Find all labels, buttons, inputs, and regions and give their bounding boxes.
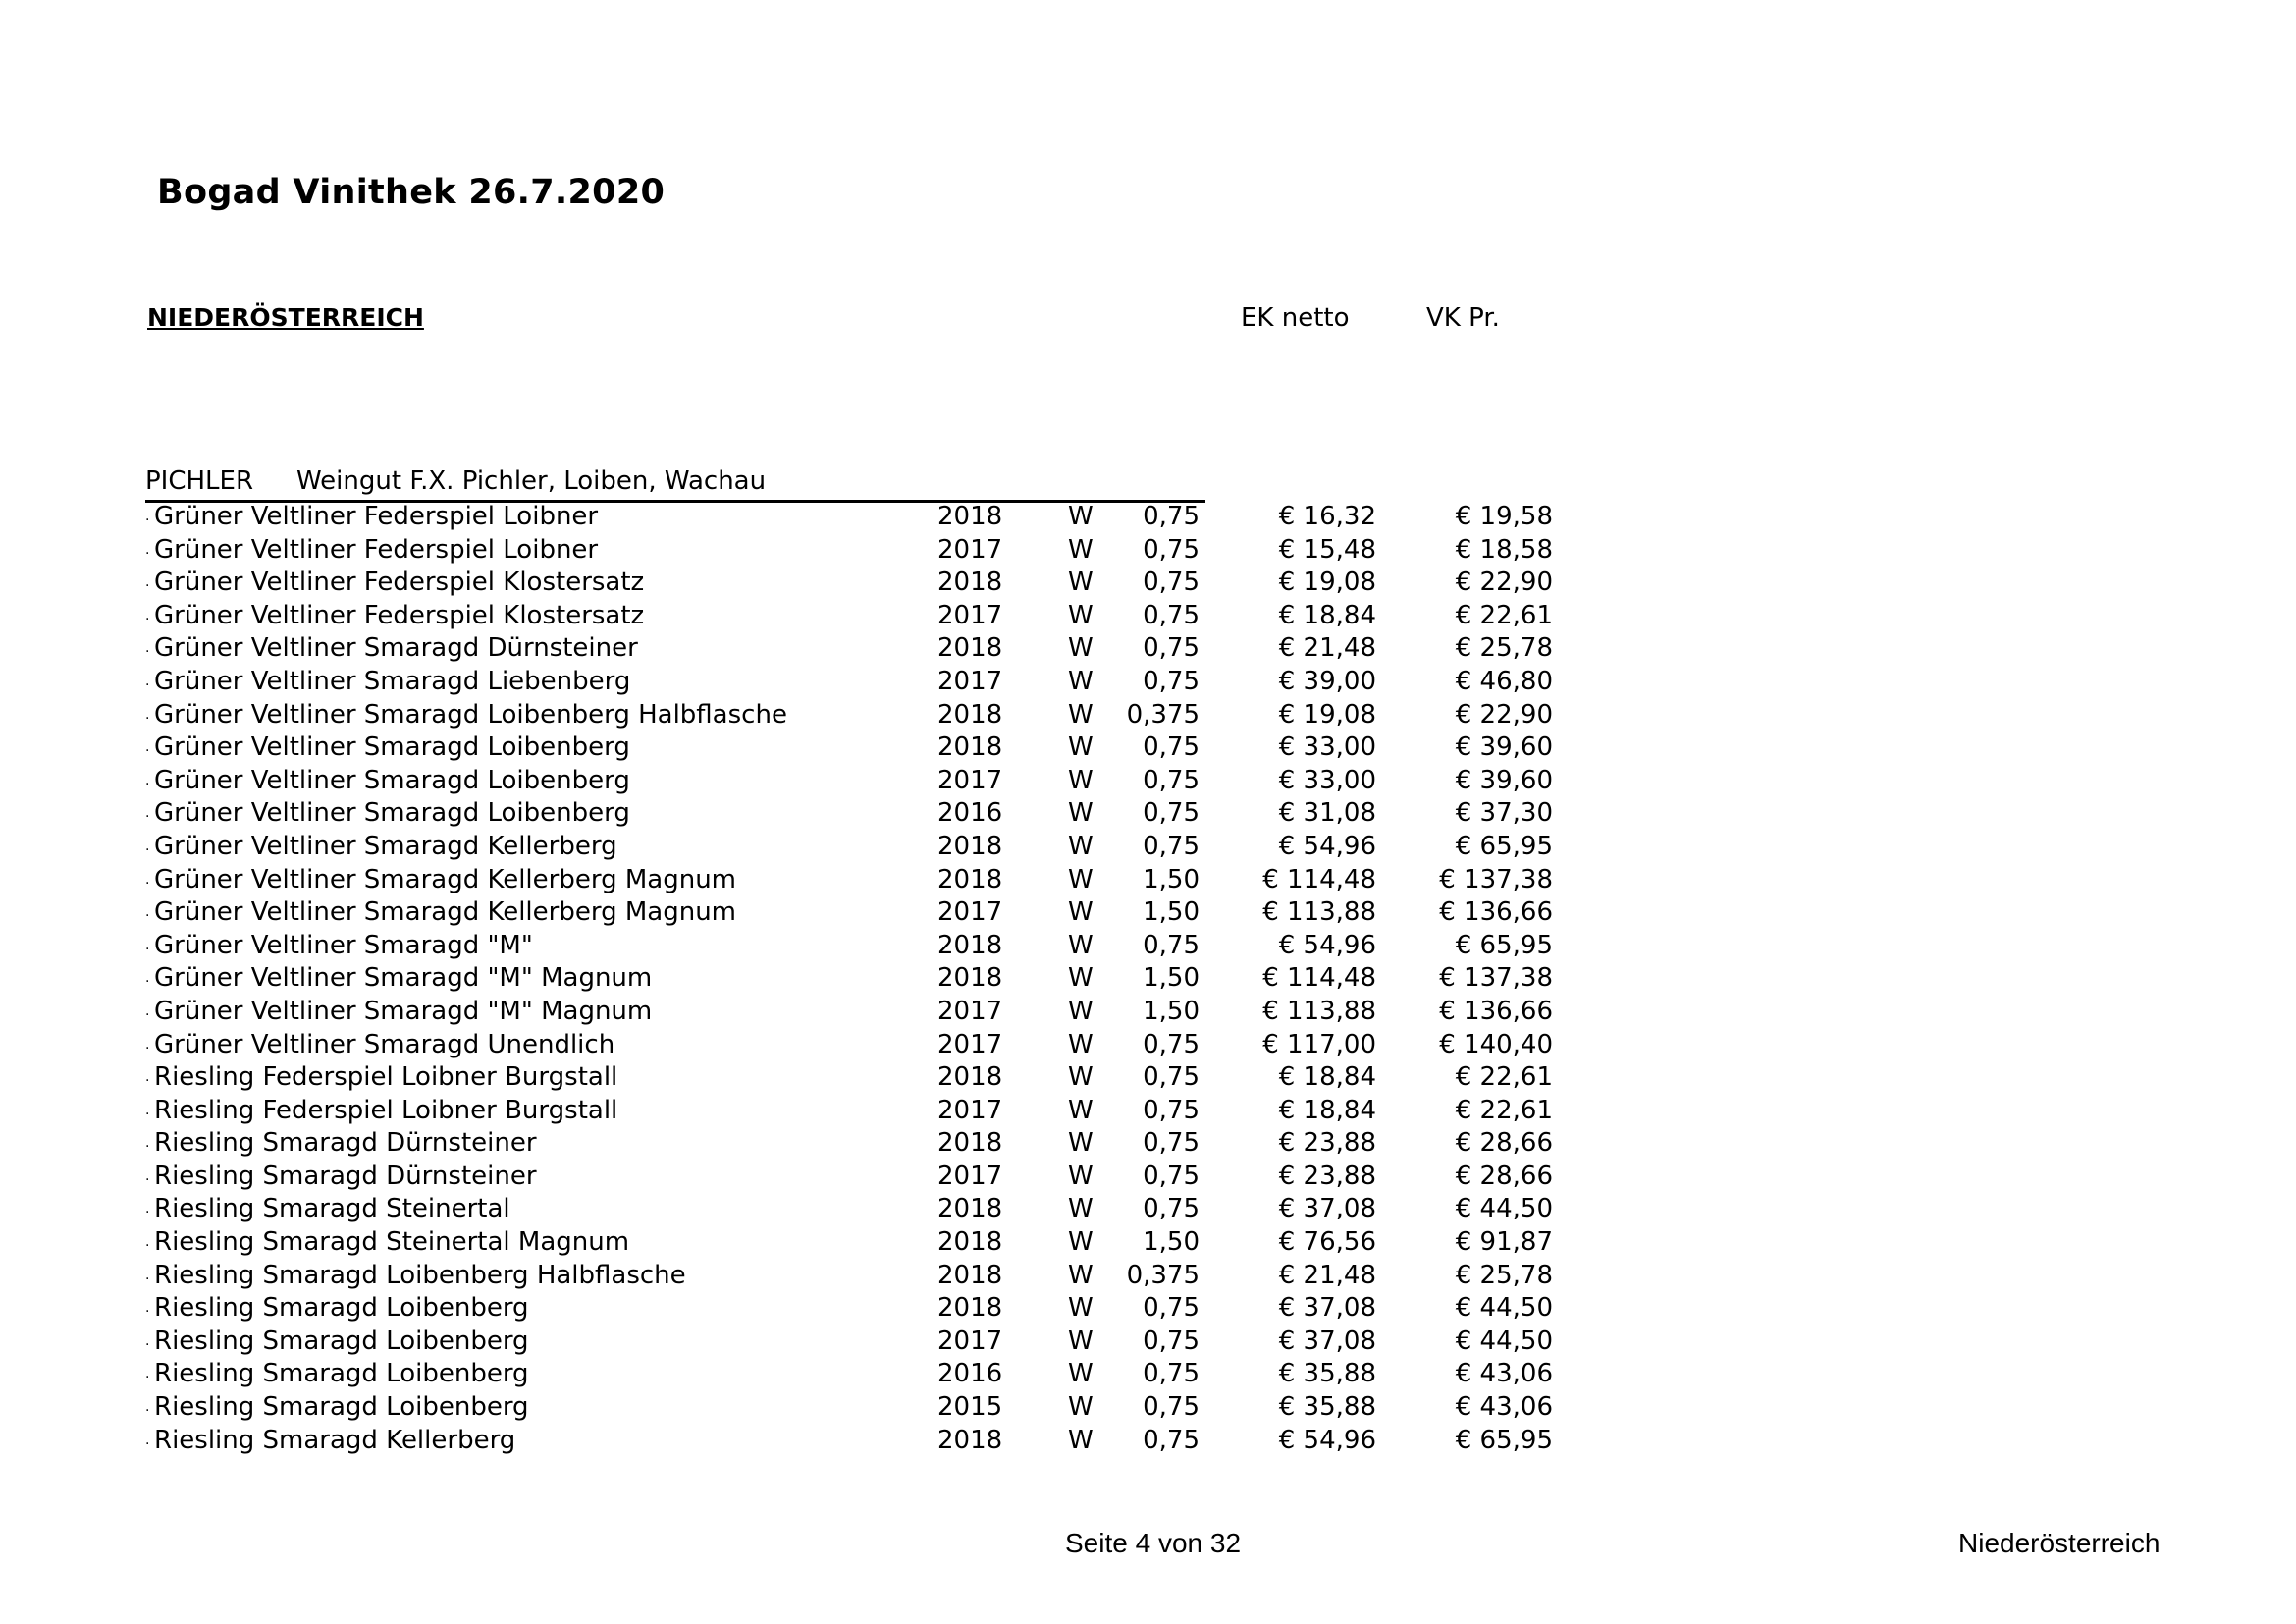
wine-vintage: 2017 [937,534,1003,565]
producer-header [145,466,1205,503]
wine-name: Riesling Smaragd Loibenberg [154,1359,529,1389]
wine-row [0,699,2296,732]
row-marker: . [145,706,150,723]
row-marker: . [145,1036,150,1053]
vk-price: € 22,61 [1455,1095,1553,1125]
bottle-size: 0,75 [1143,930,1200,960]
row-marker: . [145,1267,150,1283]
bottle-size: 0,75 [1143,1359,1200,1389]
bottle-size: 1,50 [1143,1227,1200,1258]
wine-type: W [1068,1392,1094,1423]
wine-type: W [1068,996,1094,1026]
wine-vintage: 2018 [937,930,1003,960]
ek-netto-price: € 21,48 [1278,1260,1376,1290]
wine-name: Grüner Veltliner Smaragd "M" Magnum [154,996,653,1026]
vk-price: € 44,50 [1455,1293,1553,1324]
row-marker: . [145,838,150,854]
wine-vintage: 2018 [937,699,1003,730]
row-marker: . [145,1399,150,1416]
wine-name: Grüner Veltliner Smaragd Loibenberg Halbflasche [154,699,787,730]
row-marker: . [145,739,150,756]
wine-row [0,1095,2296,1128]
row-marker: . [145,673,150,689]
bottle-size: 1,50 [1143,864,1200,894]
vk-price: € 46,80 [1455,666,1553,696]
bottle-size: 1,50 [1143,963,1200,994]
row-marker: . [145,1135,150,1152]
bottle-size: 0,375 [1126,699,1200,730]
wine-name: Riesling Smaragd Loibenberg [154,1392,529,1423]
wine-name: Grüner Veltliner Smaragd Unendlich [154,1029,615,1059]
vk-price: € 22,90 [1455,699,1553,730]
wine-type: W [1068,666,1094,696]
wine-vintage: 2017 [937,1029,1003,1059]
row-marker: . [145,871,150,888]
wine-vintage: 2018 [937,1194,1003,1224]
bottle-size: 0,75 [1143,600,1200,630]
footer-page-number: Seite 4 von 32 [1065,1528,1242,1558]
row-marker: . [145,1234,150,1251]
ek-netto-price: € 18,84 [1278,1062,1376,1093]
wine-type: W [1068,1095,1094,1125]
wine-row [0,1061,2296,1095]
vk-price: € 137,38 [1439,864,1553,894]
wine-row [0,534,2296,568]
wine-type: W [1068,1326,1094,1356]
vk-price: € 44,50 [1455,1326,1553,1356]
wine-row [0,501,2296,534]
ek-netto-price: € 31,08 [1278,798,1376,829]
wine-name: Grüner Veltliner Federspiel Loibner [154,534,599,565]
wine-row [0,632,2296,666]
wine-row [0,831,2296,864]
bottle-size: 0,75 [1143,1326,1200,1356]
vk-price: € 136,66 [1439,897,1553,928]
wine-type: W [1068,502,1094,531]
ek-netto-price: € 113,88 [1262,996,1376,1026]
ek-netto-price: € 33,00 [1278,765,1376,795]
wine-vintage: 2018 [937,831,1003,861]
wine-row [0,1391,2296,1425]
bottle-size: 0,75 [1143,765,1200,795]
wine-row [0,797,2296,831]
ek-netto-price: € 54,96 [1278,1425,1376,1455]
wine-type: W [1068,633,1094,664]
bottle-size: 0,75 [1143,1194,1200,1224]
ek-netto-price: € 23,88 [1278,1128,1376,1159]
ek-netto-price: € 21,48 [1278,633,1376,664]
wine-name: Riesling Smaragd Steinertal [154,1194,510,1224]
wine-type: W [1068,1260,1094,1290]
row-marker: . [145,1069,150,1086]
ek-netto-price: € 76,56 [1278,1227,1376,1258]
vk-price: € 136,66 [1439,996,1553,1026]
row-marker: . [145,1432,150,1448]
wine-vintage: 2015 [937,1392,1003,1423]
vk-price: € 25,78 [1455,633,1553,664]
wine-row [0,600,2296,633]
ek-netto-price: € 19,08 [1278,568,1376,598]
ek-netto-price: € 114,48 [1262,963,1376,994]
wine-vintage: 2018 [937,732,1003,763]
wine-row [0,1292,2296,1326]
wine-type: W [1068,1359,1094,1389]
wine-name: Riesling Smaragd Dürnsteiner [154,1128,537,1159]
wine-type: W [1068,897,1094,928]
bottle-size: 0,75 [1143,831,1200,861]
wine-vintage: 2017 [937,1326,1003,1356]
wine-name: Riesling Smaragd Loibenberg [154,1293,529,1324]
wine-name: Grüner Veltliner Smaragd Liebenberg [154,666,631,696]
vk-price: € 22,61 [1455,600,1553,630]
wine-row [0,996,2296,1029]
wine-row [0,962,2296,996]
wine-vintage: 2017 [937,1161,1003,1191]
wine-vintage: 2018 [937,502,1003,531]
wine-type: W [1068,831,1094,861]
ek-netto-price: € 39,00 [1278,666,1376,696]
row-marker: . [145,574,150,591]
wine-type: W [1068,534,1094,565]
ek-netto-price: € 35,88 [1278,1359,1376,1389]
vk-price: € 65,95 [1455,1425,1553,1455]
vk-price: € 65,95 [1455,930,1553,960]
producer-name: Weingut F.X. Pichler, Loiben, Wachau [296,466,767,496]
ek-netto-price: € 35,88 [1278,1392,1376,1423]
bottle-size: 0,75 [1143,633,1200,664]
vk-price: € 19,58 [1455,502,1553,531]
bottle-size: 0,75 [1143,1392,1200,1423]
row-marker: . [145,541,150,558]
ek-netto-price: € 33,00 [1278,732,1376,763]
vk-price: € 44,50 [1455,1194,1553,1224]
wine-type: W [1068,930,1094,960]
wine-row [0,1029,2296,1062]
ek-netto-price: € 114,48 [1262,864,1376,894]
bottle-size: 0,75 [1143,1128,1200,1159]
wine-name: Grüner Veltliner Federspiel Klostersatz [154,568,645,598]
wine-type: W [1068,732,1094,763]
bottle-size: 0,75 [1143,534,1200,565]
wine-type: W [1068,699,1094,730]
ek-netto-price: € 15,48 [1278,534,1376,565]
bottle-size: 1,50 [1143,996,1200,1026]
wine-name: Grüner Veltliner Smaragd Dürnsteiner [154,633,638,664]
ek-netto-price: € 18,84 [1278,600,1376,630]
column-header-vk-price: VK Pr. [1426,303,1500,333]
row-marker: . [145,1300,150,1317]
vk-price: € 91,87 [1455,1227,1553,1258]
footer-region: Niederösterreich [1958,1528,2161,1558]
wine-type: W [1068,568,1094,598]
vk-price: € 28,66 [1455,1128,1553,1159]
bottle-size: 0,75 [1143,1425,1200,1455]
wine-row [0,896,2296,930]
vk-price: € 18,58 [1455,534,1553,565]
wine-name: Riesling Smaragd Dürnsteiner [154,1161,537,1191]
vk-price: € 39,60 [1455,732,1553,763]
wine-type: W [1068,864,1094,894]
row-marker: . [145,640,150,657]
wine-vintage: 2016 [937,798,1003,829]
ek-netto-price: € 23,88 [1278,1161,1376,1191]
wine-name: Grüner Veltliner Smaragd Loibenberg [154,765,630,795]
row-marker: . [145,1201,150,1218]
row-marker: . [145,937,150,953]
wine-type: W [1068,1425,1094,1455]
bottle-size: 1,50 [1143,897,1200,928]
column-header-ek-netto: EK netto [1241,303,1350,333]
wine-name: Grüner Veltliner Smaragd "M" Magnum [154,963,653,994]
row-marker: . [145,772,150,788]
wine-vintage: 2018 [937,963,1003,994]
wine-name: Riesling Federspiel Loibner Burgstall [154,1062,618,1093]
bottle-size: 0,75 [1143,798,1200,829]
wine-row [0,567,2296,600]
wine-name: Riesling Federspiel Loibner Burgstall [154,1095,618,1125]
wine-name: Grüner Veltliner Smaragd Loibenberg [154,798,630,829]
wine-row [0,731,2296,765]
wine-name: Riesling Smaragd Loibenberg [154,1326,529,1356]
wine-name: Grüner Veltliner Smaragd Loibenberg [154,732,630,763]
wine-row [0,1425,2296,1458]
wine-vintage: 2018 [937,1260,1003,1290]
bottle-size: 0,75 [1143,1029,1200,1059]
row-marker: . [145,509,150,524]
ek-netto-price: € 54,96 [1278,831,1376,861]
row-marker: . [145,904,150,921]
wine-name: Grüner Veltliner Federspiel Klostersatz [154,600,645,630]
wine-type: W [1068,1128,1094,1159]
ek-netto-price: € 37,08 [1278,1194,1376,1224]
vk-price: € 39,60 [1455,765,1553,795]
wine-name: Grüner Veltliner Smaragd "M" [154,930,533,960]
wine-type: W [1068,963,1094,994]
wine-name: Grüner Veltliner Smaragd Kellerberg Magnum [154,897,736,928]
wine-type: W [1068,600,1094,630]
wine-type: W [1068,1227,1094,1258]
bottle-size: 0,75 [1143,1293,1200,1324]
vk-price: € 37,30 [1455,798,1553,829]
row-marker: . [145,1167,150,1184]
vk-price: € 43,06 [1455,1392,1553,1423]
bottle-size: 0,75 [1143,568,1200,598]
wine-vintage: 2017 [937,1095,1003,1125]
vk-price: € 28,66 [1455,1161,1553,1191]
vk-price: € 140,40 [1439,1029,1553,1059]
wine-type: W [1068,1062,1094,1093]
wine-row [0,1193,2296,1226]
ek-netto-price: € 37,08 [1278,1293,1376,1324]
wine-row [0,666,2296,699]
wine-row [0,1358,2296,1391]
wine-vintage: 2018 [937,1293,1003,1324]
wine-name: Riesling Smaragd Steinertal Magnum [154,1227,630,1258]
wine-type: W [1068,1194,1094,1224]
vk-price: € 65,95 [1455,831,1553,861]
wine-row [0,765,2296,798]
wine-row [0,930,2296,963]
bottle-size: 0,75 [1143,666,1200,696]
wine-row [0,1127,2296,1161]
wine-vintage: 2018 [937,1425,1003,1455]
wine-vintage: 2017 [937,765,1003,795]
wine-vintage: 2016 [937,1359,1003,1389]
wine-vintage: 2018 [937,568,1003,598]
wine-type: W [1068,1161,1094,1191]
wine-list [0,501,2296,1457]
bottle-size: 0,375 [1126,1260,1200,1290]
row-marker: . [145,970,150,987]
bottle-size: 0,75 [1143,1161,1200,1191]
bottle-size: 0,75 [1143,1095,1200,1125]
wine-vintage: 2018 [937,1062,1003,1093]
wine-row [0,1326,2296,1359]
wine-row [0,1260,2296,1293]
row-marker: . [145,1332,150,1349]
wine-vintage: 2018 [937,633,1003,664]
vk-price: € 43,06 [1455,1359,1553,1389]
ek-netto-price: € 54,96 [1278,930,1376,960]
producer-code: PICHLER [145,466,254,496]
vk-price: € 137,38 [1439,963,1553,994]
wine-name: Grüner Veltliner Federspiel Loibner [154,502,599,531]
wine-vintage: 2017 [937,666,1003,696]
page-title: Bogad Vinithek 26.7.2020 [157,173,666,212]
region-heading: NIEDERÖSTERREICH [147,303,424,332]
wine-vintage: 2018 [937,864,1003,894]
wine-name: Grüner Veltliner Smaragd Kellerberg [154,831,617,861]
ek-netto-price: € 117,00 [1262,1029,1376,1059]
wine-name: Grüner Veltliner Smaragd Kellerberg Magnum [154,864,736,894]
wine-row [0,1161,2296,1194]
bottle-size: 0,75 [1143,1062,1200,1093]
row-marker: . [145,1002,150,1019]
wine-type: W [1068,1029,1094,1059]
vk-price: € 22,90 [1455,568,1553,598]
row-marker: . [145,1366,150,1382]
wine-type: W [1068,1293,1094,1324]
wine-vintage: 2017 [937,600,1003,630]
ek-netto-price: € 18,84 [1278,1095,1376,1125]
wine-type: W [1068,798,1094,829]
vk-price: € 22,61 [1455,1062,1553,1093]
ek-netto-price: € 113,88 [1262,897,1376,928]
vk-price: € 25,78 [1455,1260,1553,1290]
ek-netto-price: € 19,08 [1278,699,1376,730]
wine-vintage: 2017 [937,897,1003,928]
bottle-size: 0,75 [1143,732,1200,763]
wine-row [0,864,2296,897]
wine-type: W [1068,765,1094,795]
row-marker: . [145,805,150,822]
bottle-size: 0,75 [1143,502,1200,531]
wine-vintage: 2018 [937,1227,1003,1258]
wine-vintage: 2017 [937,996,1003,1026]
wine-vintage: 2018 [937,1128,1003,1159]
ek-netto-price: € 37,08 [1278,1326,1376,1356]
wine-name: Riesling Smaragd Loibenberg Halbflasche [154,1260,686,1290]
row-marker: . [145,607,150,623]
wine-name: Riesling Smaragd Kellerberg [154,1425,516,1455]
row-marker: . [145,1102,150,1118]
ek-netto-price: € 16,32 [1278,502,1376,531]
wine-row [0,1226,2296,1260]
